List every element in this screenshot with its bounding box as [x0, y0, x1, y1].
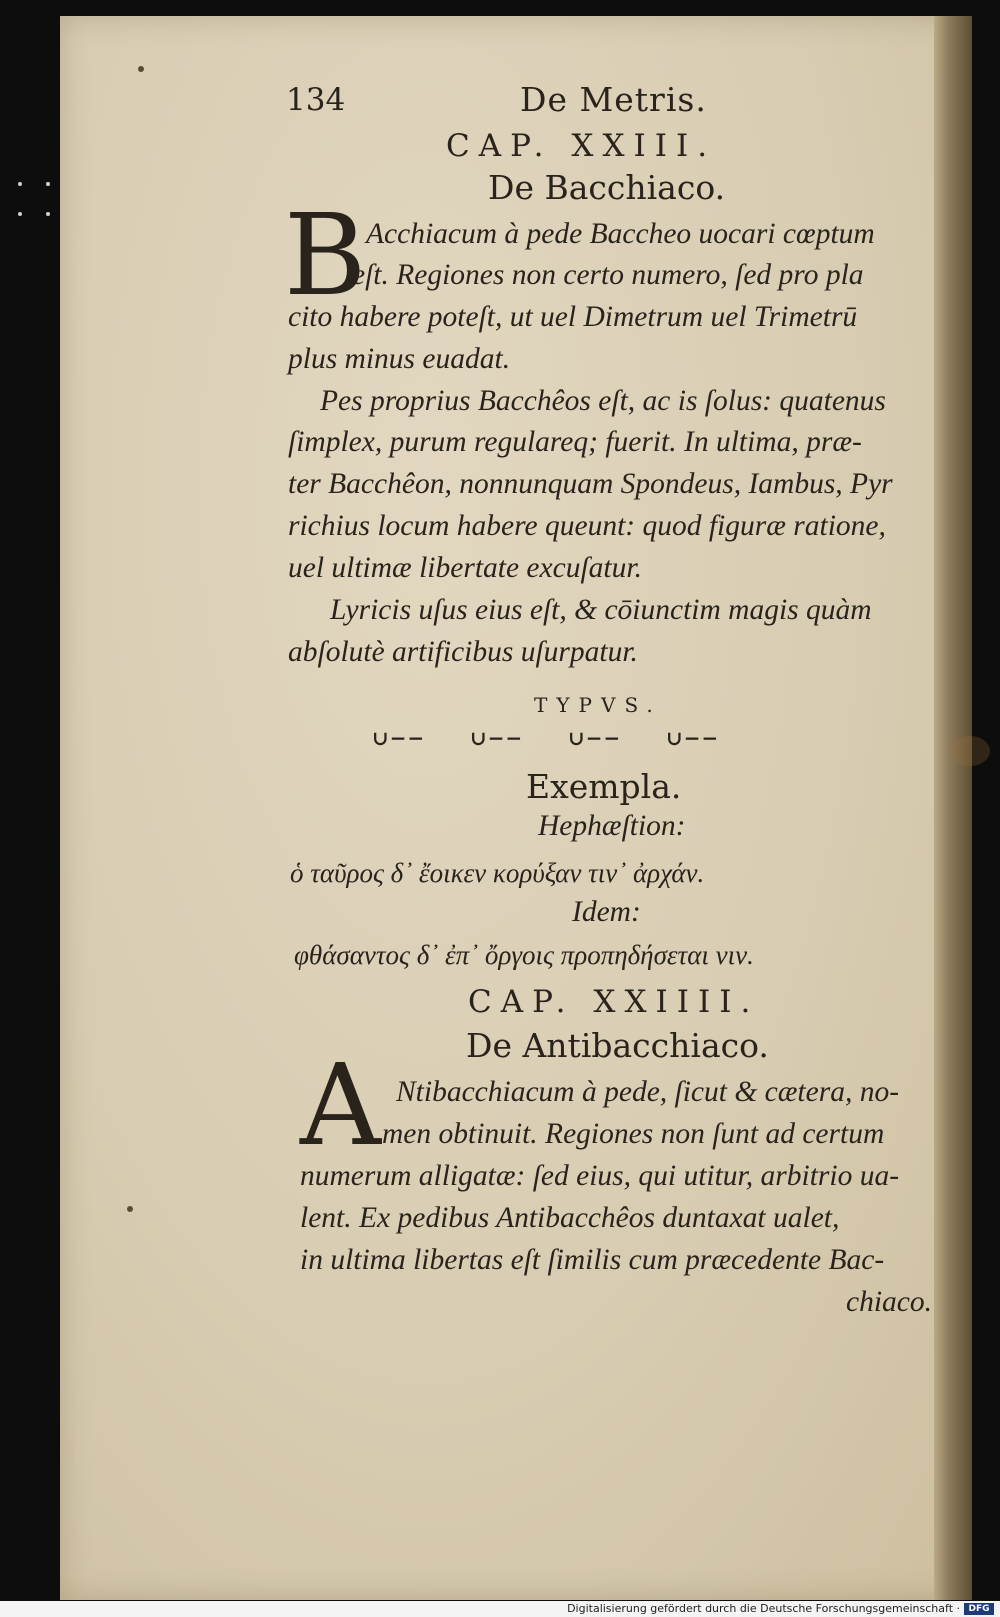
- example-idem: Idem:: [572, 896, 641, 928]
- chapter-24-number: CAP. XXIIII.: [468, 984, 760, 1020]
- exempla-heading: Exempla.: [526, 767, 682, 806]
- page-number: 134: [286, 82, 346, 118]
- viewer-dot: [46, 182, 50, 186]
- text-line: Acchiacum à pede Baccheo uocari cœptum: [366, 218, 875, 250]
- text-line: Ntibacchiacum à pede, ſicut & cætera, no-: [396, 1076, 900, 1108]
- text-line: chiaco.: [846, 1286, 933, 1318]
- paper-speck: [138, 66, 144, 72]
- dfg-logo: DFG: [964, 1603, 994, 1615]
- paper-stain: [950, 736, 990, 766]
- paper-speck: [127, 1206, 133, 1212]
- viewer-dot: [18, 182, 22, 186]
- running-head: De Metris.: [520, 80, 707, 119]
- viewer-dot: [46, 212, 50, 216]
- typus-label: TYPVS.: [534, 693, 662, 717]
- dropcap-a: A: [300, 1041, 381, 1171]
- chapter-23-title: De Bacchiaco.: [488, 168, 726, 207]
- meter-foot: ∪−−: [666, 726, 720, 750]
- text-line: Lyricis uſus eius eſt, & cōiunctim magis quàm: [330, 594, 872, 626]
- text-line: abſolutè artificibus uſurpatur.: [288, 636, 638, 668]
- page-binding-edge: [934, 16, 972, 1600]
- greek-example-2: φθάσαντος δ᾽ ἐπ᾽ ὄργοις προπηδήσεται νιν.: [294, 940, 754, 970]
- text-line: uel ultimæ libertate excuſatur.: [288, 552, 642, 584]
- greek-example-1: ὁ ταῦρος δ᾽ ἔοικεν κορύξαν τιν᾽ ἀρχάν.: [290, 858, 705, 888]
- text-line: in ultima libertas eſt ſimilis cum præcedente Bac-: [300, 1244, 885, 1276]
- chapter-23-number: CAP. XXIII.: [446, 128, 717, 164]
- text-line: ter Bacchêon, nonnunquam Spondeus, Iambus, Pyr: [288, 468, 893, 500]
- meter-foot: ∪−−: [568, 726, 622, 750]
- text-line: plus minus euadat.: [288, 343, 511, 375]
- text-line: Pes proprius Bacchêos eſt, ac is ſolus: quatenus: [320, 385, 886, 417]
- dropcap-b: B: [284, 191, 367, 321]
- chapter-24-title: De Antibacchiaco.: [466, 1026, 769, 1065]
- text-line: men obtinuit. Regiones non ſunt ad certum: [382, 1118, 885, 1150]
- text-line: ſimplex, purum regulareq; fuerit. In ultima, præ-: [288, 426, 862, 458]
- text-line: richius locum habere queunt: quod figuræ ratione,: [288, 510, 886, 542]
- text-line: eſt. Regiones non certo numero, ſed pro pla: [352, 259, 864, 291]
- example-author: Hephæſtion:: [538, 810, 686, 842]
- meter-foot: ∪−−: [470, 726, 524, 750]
- meter-foot: ∪−−: [372, 726, 426, 750]
- footer-credit: Digitalisierung gefördert durch die Deutsche Forschungsgemeinschaft ·: [567, 1602, 960, 1615]
- viewer-dot: [18, 212, 22, 216]
- scanned-page: [60, 16, 972, 1600]
- footer-bar: [0, 1601, 1000, 1617]
- text-line: lent. Ex pedibus Antibacchêos duntaxat ualet,: [300, 1202, 840, 1234]
- text-line: cito habere poteſt, ut uel Dimetrum uel Trimetrū: [288, 301, 858, 333]
- text-line: numerum alligatæ: ſed eius, qui utitur, arbitrio ua-: [300, 1160, 900, 1192]
